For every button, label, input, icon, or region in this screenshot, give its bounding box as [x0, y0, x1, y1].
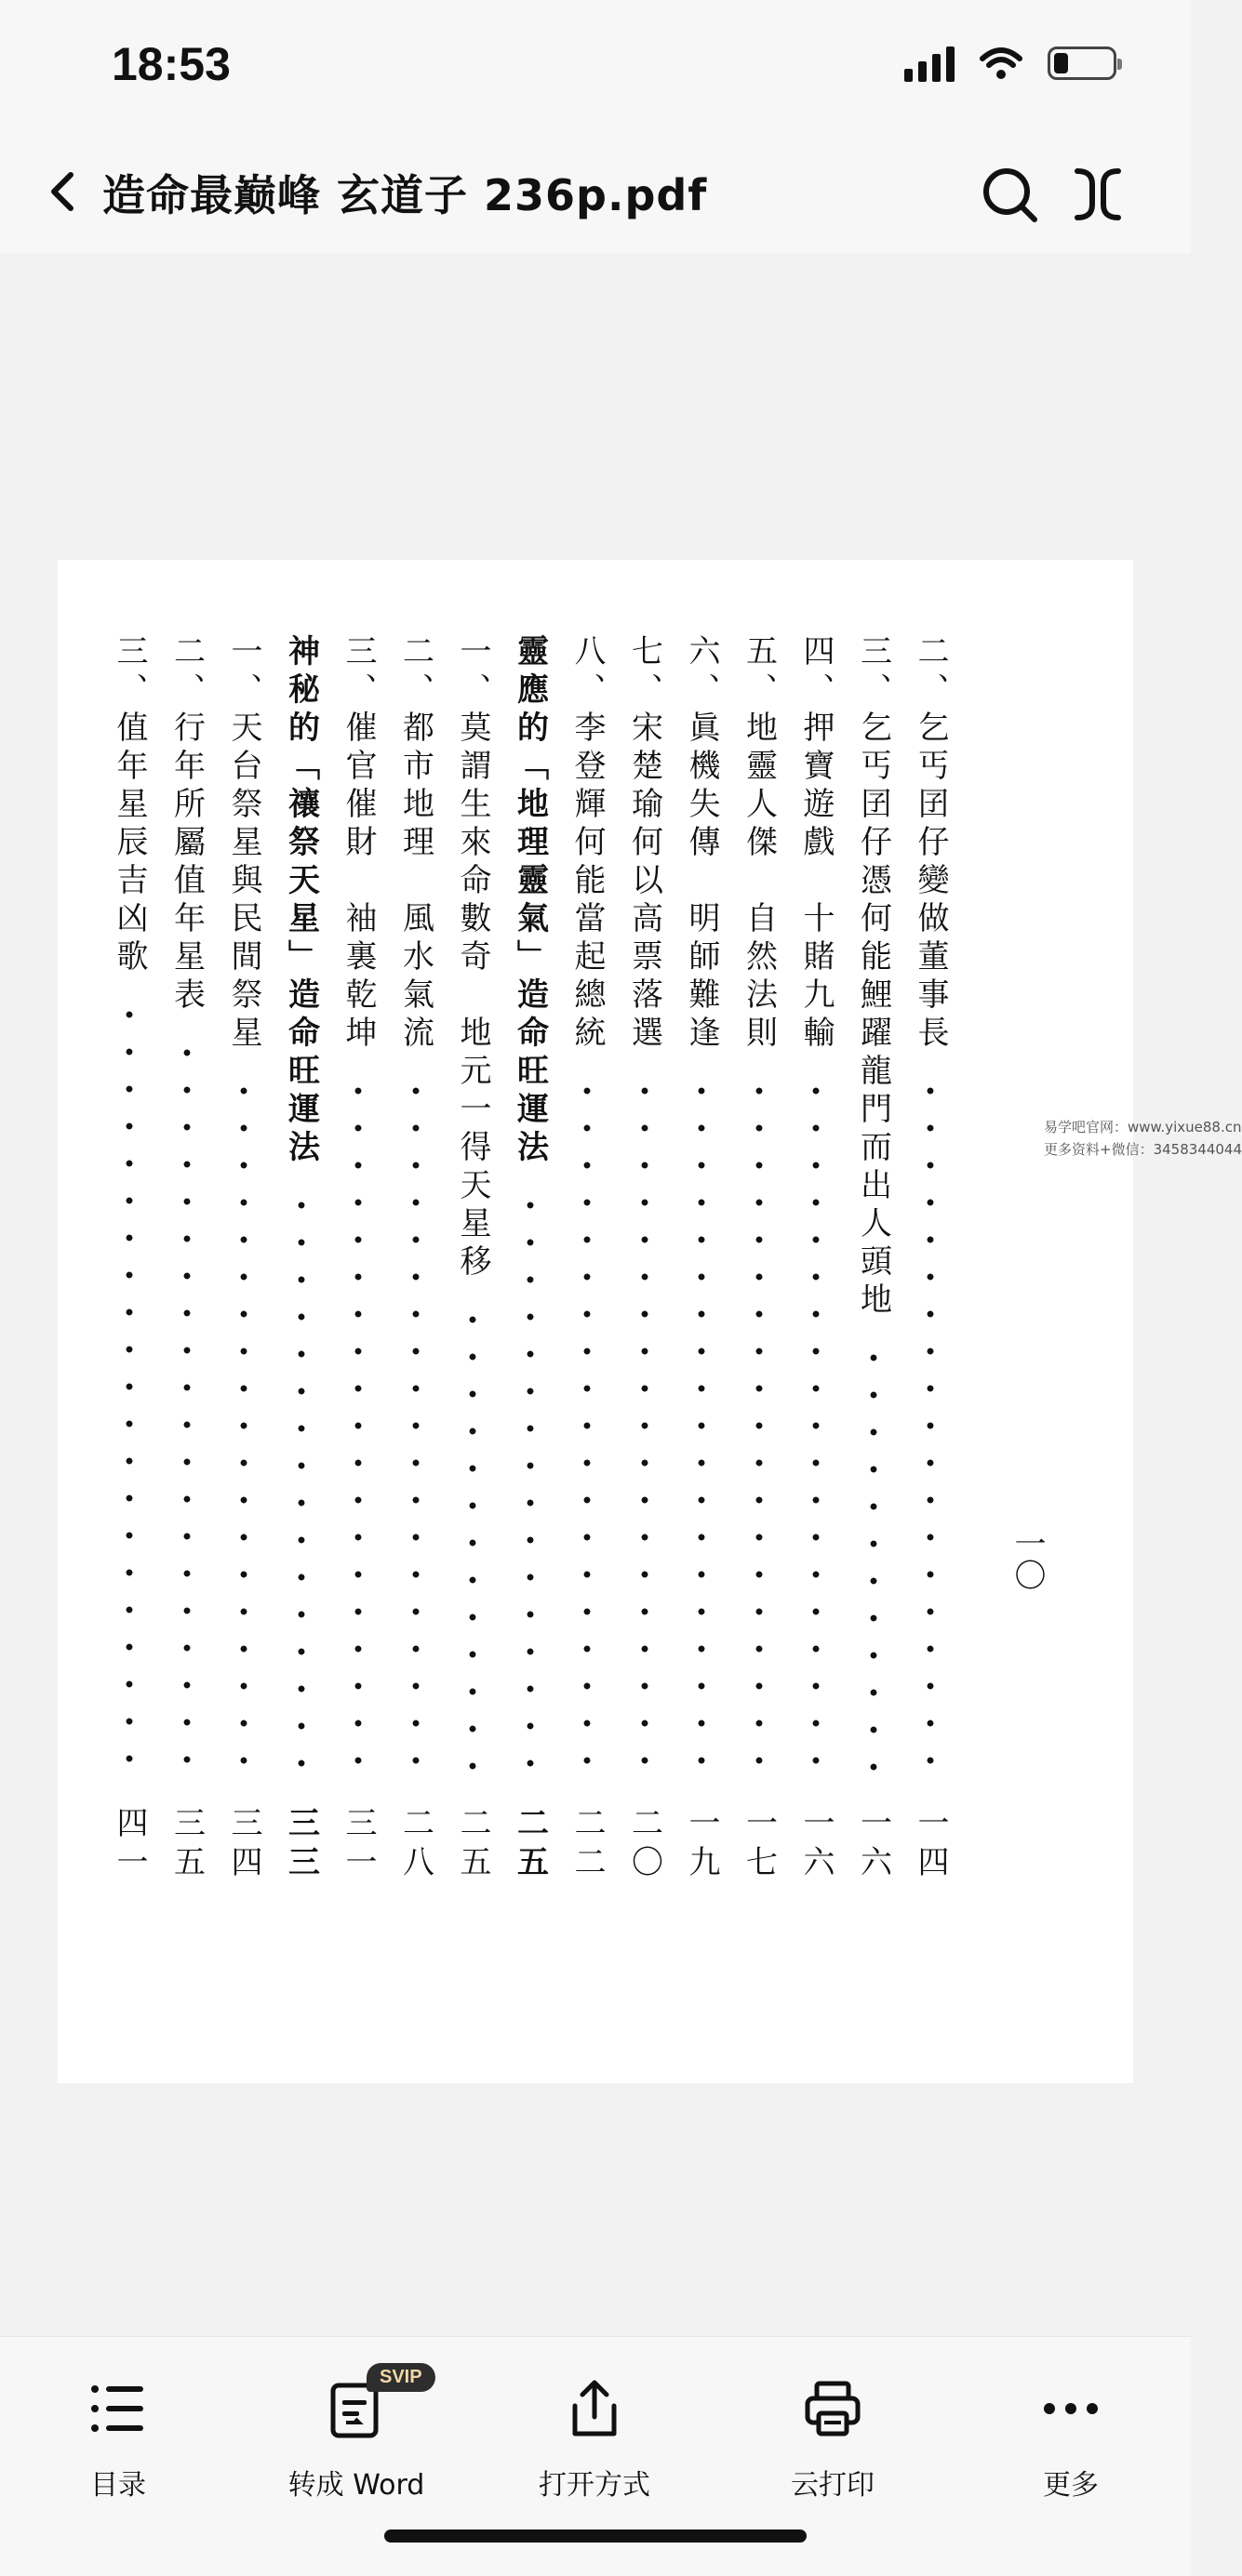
- toc-entry: [731, 560, 787, 2083]
- back-button[interactable]: [37, 162, 93, 221]
- toc-entry-page: 三五: [167, 1806, 206, 1884]
- toc-entry-title: 三、值年星辰吉凶歌: [111, 634, 148, 977]
- nav-bar: [0, 130, 1191, 253]
- toc-entry-title: 二、乞丐囝仔變做董事長: [912, 634, 949, 1054]
- toc-entry-page: 一九: [683, 1806, 720, 1884]
- toc-entry-page: 二二: [568, 1806, 606, 1884]
- toc-dot-leader: [298, 1187, 305, 1782]
- wifi-icon: [979, 46, 1023, 81]
- toc-dot-leader: [412, 1072, 420, 1779]
- toc-dot-leader: [240, 1072, 247, 1779]
- toc-entry-page: 四一: [111, 1806, 148, 1884]
- toc-entry-title: 神秘的「禳祭天星」造命旺運法: [282, 634, 320, 1168]
- toc-label: 目录: [90, 2469, 146, 2502]
- toc-dot-leader: [183, 1034, 191, 1778]
- toc-entry-page: 一六: [854, 1806, 892, 1884]
- status-icons: [904, 45, 1116, 82]
- cloud-print-label: 云打印: [791, 2469, 875, 2502]
- open-with-label: 打开方式: [539, 2469, 650, 2502]
- battery-icon: [1048, 46, 1116, 80]
- toc-entry-title: 二、行年所屬值年星表: [167, 634, 206, 1016]
- printer-icon: [800, 2376, 865, 2441]
- toc-entry-title: 三、催官催財 袖裏乾坤: [340, 634, 377, 1054]
- signal-icon: [904, 45, 955, 82]
- toc-dot-leader: [927, 1072, 934, 1779]
- toc-dot-leader: [870, 1339, 877, 1786]
- chevron-left-icon: [37, 162, 93, 221]
- toc-entry-title: 靈應的「地理靈氣」造命旺運法: [511, 634, 549, 1168]
- toc-entry: [617, 560, 673, 2083]
- open-with-button[interactable]: [501, 2365, 688, 2504]
- cloud-print-button[interactable]: [740, 2365, 926, 2504]
- toc-dot-leader: [583, 1072, 591, 1779]
- toc-entry: [101, 560, 157, 2083]
- toc-dot-leader: [126, 996, 133, 1777]
- toc-entry-title: 八、李登輝何能當起總統: [568, 634, 606, 1054]
- toc-entry: [674, 560, 729, 2083]
- toc-entry-page: 二〇: [625, 1806, 663, 1884]
- toc-entry-title: 七、宋楚瑜何以高票落選: [625, 634, 663, 1054]
- toc-entry-page: 二八: [396, 1806, 434, 1884]
- toc-entry-title: 五、地靈人傑 自然法則: [740, 634, 778, 1054]
- convert-word-button[interactable]: [263, 2365, 449, 2504]
- toc-entry-page: 三一: [340, 1806, 377, 1884]
- toc-dot-leader: [469, 1301, 476, 1785]
- status-time: 18:53: [112, 38, 231, 90]
- toc-dot-leader: [527, 1187, 534, 1782]
- toc-entry-title: 四、押寶遊戲 十賭九輸: [797, 634, 835, 1054]
- convert-word-label: 转成 Word: [287, 2469, 425, 2502]
- toc-entry-title: 二、都市地理 風水氣流: [396, 634, 434, 1054]
- toc-entry-title: 一、天台祭星與民間祭星: [225, 634, 262, 1054]
- toc-entry: [330, 560, 386, 2083]
- search-icon: [979, 164, 1040, 225]
- watermark-line-2: 更多资料+微信：3458344044: [1044, 1141, 1242, 1158]
- search-button[interactable]: [979, 164, 1040, 225]
- share-icon: [562, 2376, 627, 2441]
- toc-dot-leader: [812, 1072, 820, 1779]
- expand-icon: [1070, 164, 1126, 225]
- toc-dot-leader: [698, 1072, 705, 1779]
- toc-entry-title: 六、眞機失傳 明師難逢: [683, 634, 720, 1054]
- toc-dot-leader: [641, 1072, 648, 1779]
- toc-entry-page: 二五: [454, 1806, 491, 1884]
- toc-entry-page: 三四: [225, 1806, 262, 1884]
- document-title: 造命最巅峰 玄道子 236p.pdf: [102, 170, 708, 220]
- toc-button[interactable]: [25, 2365, 211, 2504]
- pdf-page: [58, 560, 1133, 2083]
- more-icon: [1038, 2376, 1103, 2441]
- page-number: 一〇: [1008, 1527, 1046, 1590]
- watermark-line-1: 易学吧官网：www.yixue88.cn: [1044, 1119, 1242, 1135]
- toc-entry: [902, 560, 958, 2083]
- toc-entry: [502, 560, 558, 2083]
- toc-entry: [159, 560, 215, 2083]
- toc-entry-page: 一四: [912, 1806, 949, 1884]
- toc-entry-page: 一七: [740, 1806, 778, 1884]
- toc-entry: [788, 560, 844, 2083]
- more-label: 更多: [1043, 2469, 1099, 2502]
- toc-entry: [559, 560, 615, 2083]
- home-indicator: [384, 2530, 807, 2543]
- expand-button[interactable]: [1070, 164, 1126, 225]
- toc-entry: [445, 560, 501, 2083]
- svip-badge: SVIP: [367, 2363, 435, 2392]
- pdf-viewer[interactable]: [0, 253, 1242, 2336]
- toc-entry-page: 三三: [282, 1806, 320, 1884]
- toc-entry-page: 二五: [511, 1806, 549, 1884]
- toc-entry-page: 一六: [797, 1806, 835, 1884]
- toc-entry: [388, 560, 444, 2083]
- toc-dot-leader: [354, 1072, 362, 1779]
- watermark: [1044, 1116, 1242, 1161]
- battery-level: [1054, 53, 1068, 73]
- toc-entry: [216, 560, 272, 2083]
- toc-dot-leader: [755, 1072, 763, 1779]
- more-button[interactable]: [978, 2365, 1164, 2504]
- table-of-contents: [58, 560, 1133, 2083]
- status-bar: [0, 0, 1191, 130]
- toc-entry-title: 三、乞丐囝仔憑何能鯉躍龍門而出人頭地: [854, 634, 892, 1321]
- toc-entry-title: 一、莫謂生來命數奇 地元一得天星移: [454, 634, 491, 1282]
- list-icon: [86, 2376, 151, 2441]
- toc-entry: [846, 560, 901, 2083]
- toc-entry: [274, 560, 329, 2083]
